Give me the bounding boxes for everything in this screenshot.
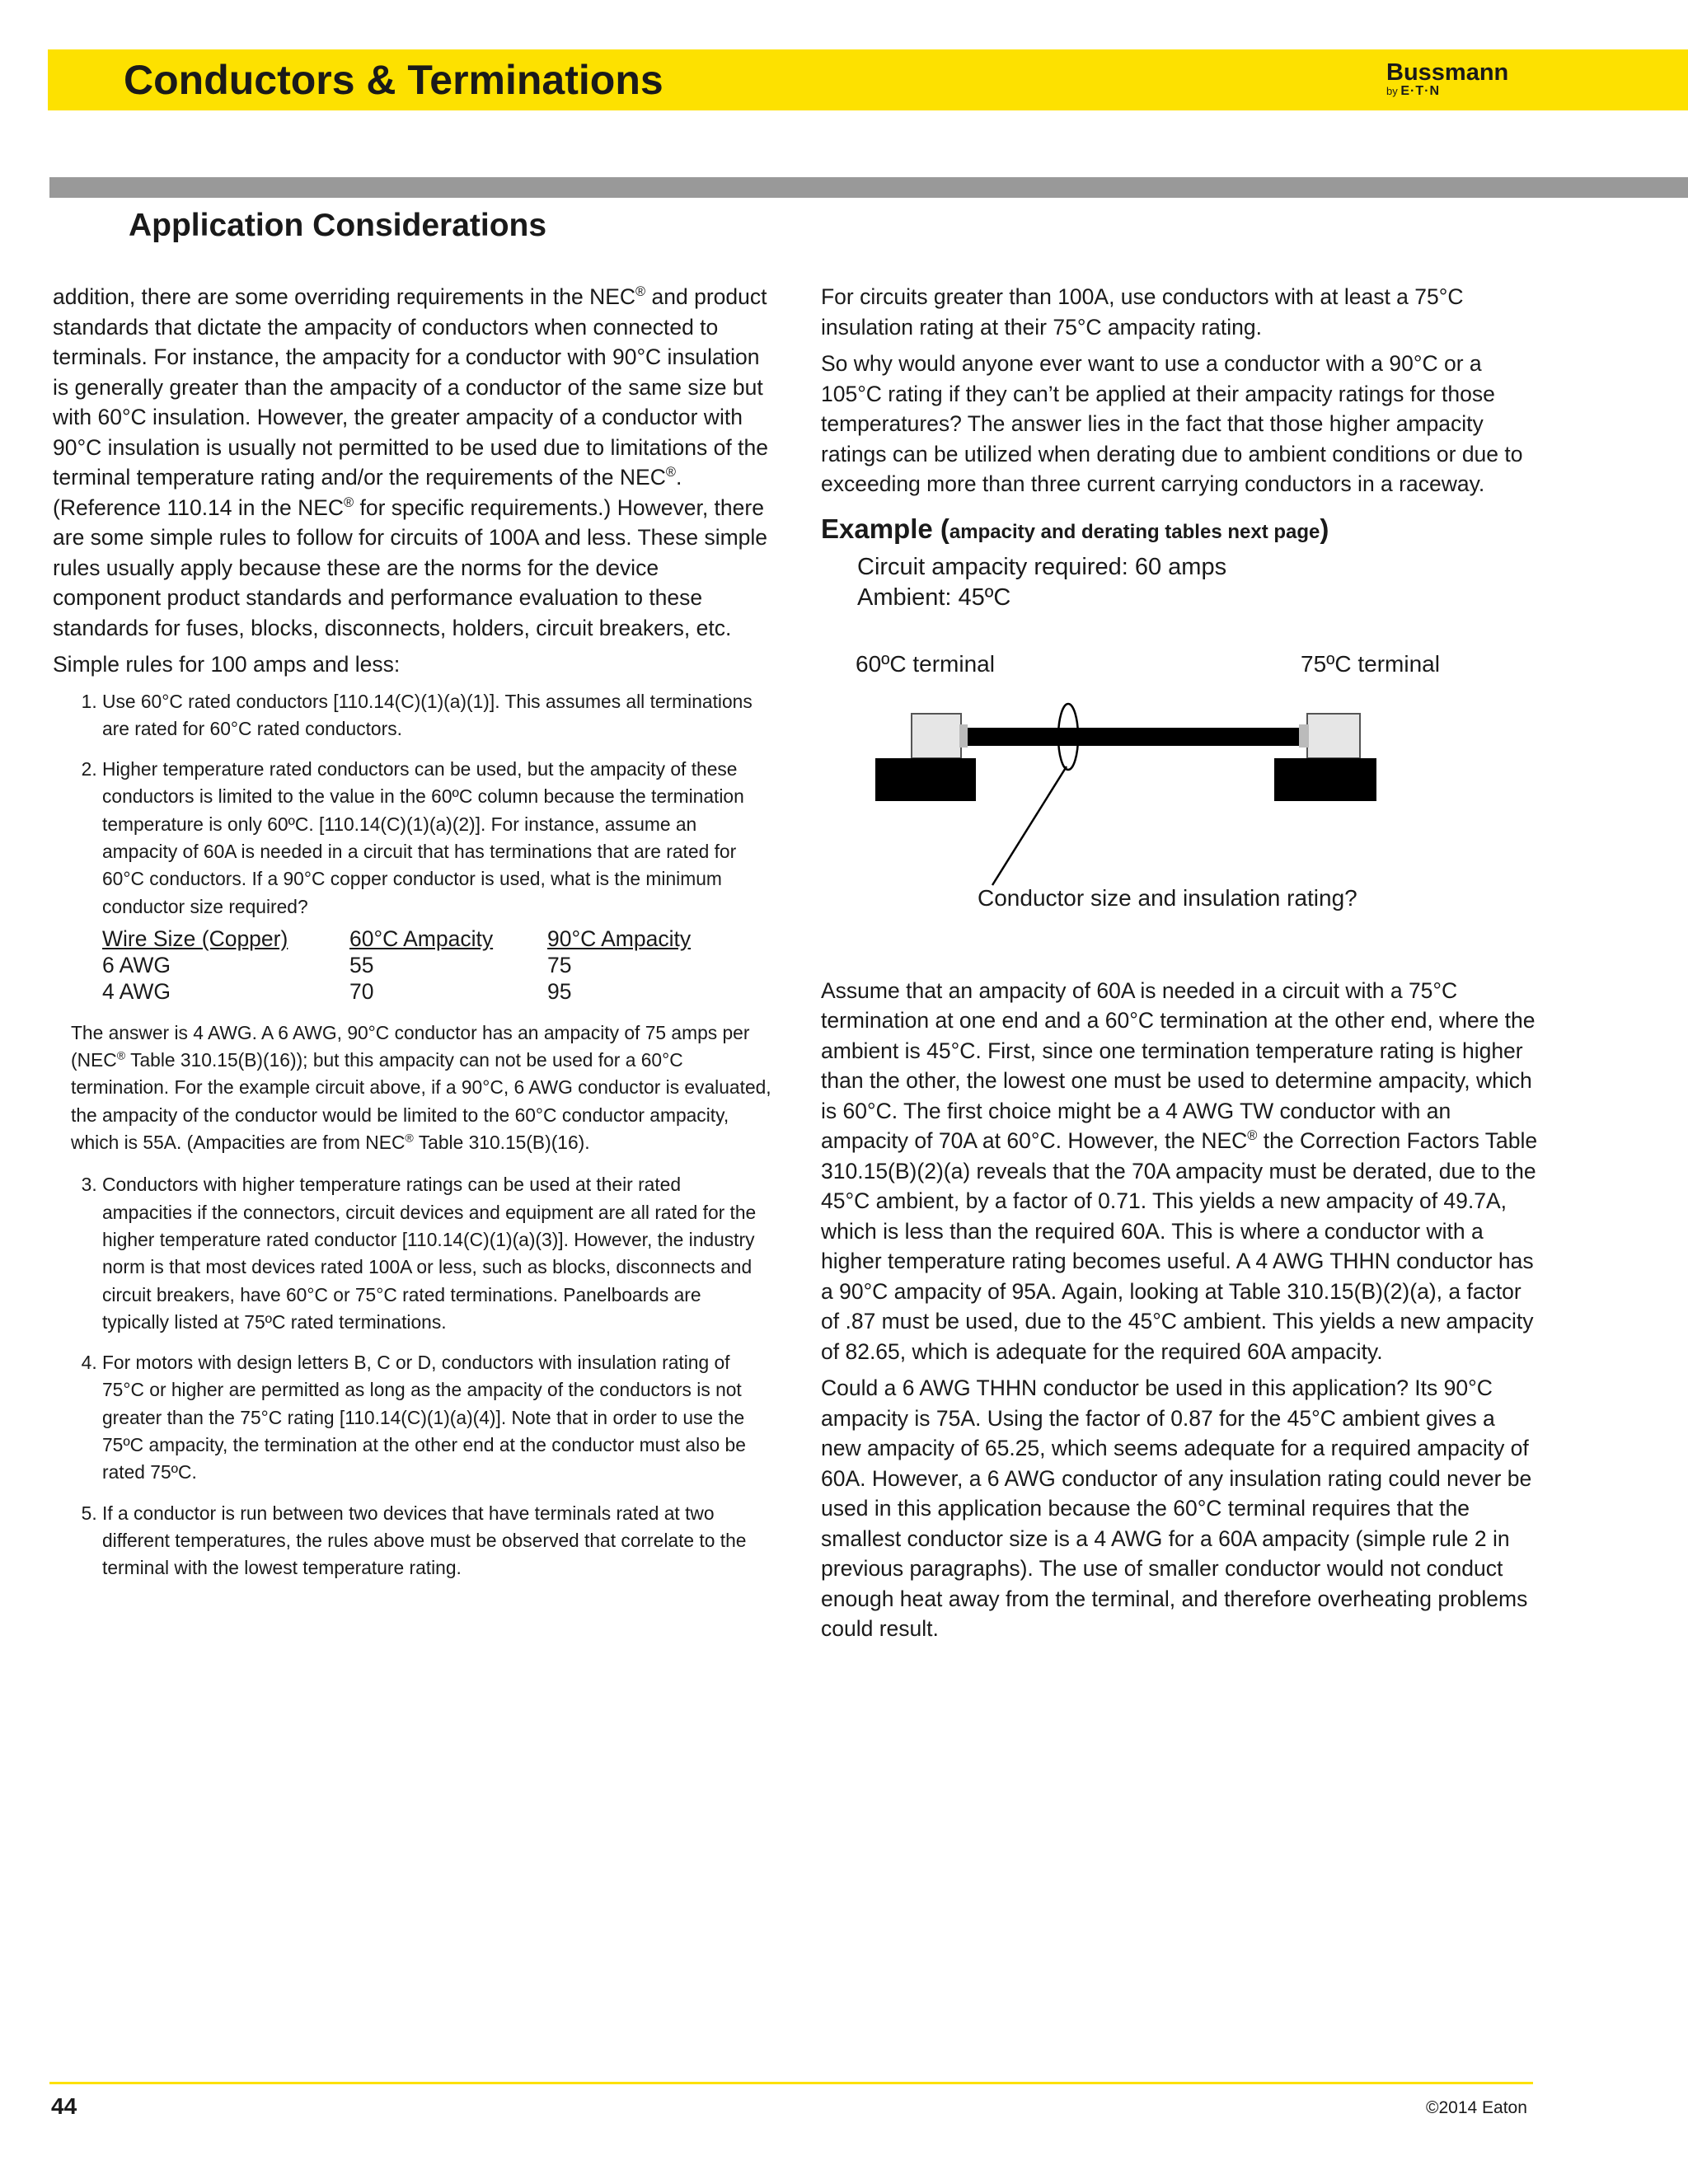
header-band <box>48 49 1688 110</box>
table-cell: 4 AWG <box>102 978 171 1004</box>
brand-byline <box>1386 85 1508 98</box>
example-explanation <box>821 976 1538 1644</box>
wire-size-table <box>102 926 745 1005</box>
registered-mark: ® <box>116 1048 126 1062</box>
left-column <box>53 282 770 1596</box>
paragraph-why-higher-rating: So why would anyone ever want to use a conductor with a 90°C or a 105°C rating if they can’t be applied at their ampacity ratings for those temperatures? The answer lies in the fact that those higher ampacity ratings can be utilized when derating due to ambient conditions or due to exceeding more than three current carrying conductors in a raceway. <box>821 351 1523 496</box>
paragraph-over-100a: For circuits greater than 100A, use conductors with at least a 75°C insulation rating at their 75°C ampacity rating. <box>821 284 1464 340</box>
answer-note: The answer is 4 AWG. A 6 AWG, 90°C conductor has an ampacity of 75 amps per (NEC® Table 310.15(B)(16)); but this ampacity can not be used for a 60°C termination. For the example circuit above, if a 90°C, 6 AWG conductor is evaluated, the ampacity of the conductor would be limited to the 60°C conductor ampacity, which is 55A. (Ampacities are from NEC® Table 310.15(B)(16). <box>71 1021 771 1154</box>
right-terminal-block <box>1307 714 1360 758</box>
table-cell: 95 <box>547 978 572 1004</box>
rule-5: 5. If a conductor is run between two devices that have terminals rated at two different temperatures, the rules above must be observed that correlate to the terminal with the lowest temperature rating. <box>102 1500 770 1582</box>
registered-mark: ® <box>635 284 646 300</box>
conductor-wire <box>968 728 1299 746</box>
brand-by-text: by <box>1386 85 1398 97</box>
terminal-diagram-graphic <box>821 613 1530 976</box>
table-header-row <box>102 926 745 952</box>
table-row <box>102 978 745 1005</box>
table-header: 90°C Ampacity <box>547 926 692 951</box>
registered-mark: ® <box>405 1131 414 1145</box>
rule-3: 3. Conductors with higher temperature ratings can be used at their rated ampacities if the connectors, circuit devices and equipment are all rated for the higher temperature rated conductor [110.14(C)(1)(a)(3)]. However, the industry norm is that most devices rated 100A or less, such as blocks, disconnects and circuit breakers, have 60°C or 75°C rated terminations. Panelboards are typically listed at 75ºC rated terminations. <box>102 1171 770 1336</box>
registered-mark: ® <box>344 494 354 510</box>
paragraph-6awg-thhn: Could a 6 AWG THHN conductor be used in this application? Its 90°C ampacity is 75A. Using the factor of 0.87 for the 45°C ambient gives a new ampacity of 65.25, which seems adequate for a required ampacity of 60A. However, a 6 AWG conductor of any insulation rating could never be used in this application because the 60°C terminal requires that the smallest conductor size is a 4 AWG for a 60A ampacity (simple rule 2 in previous paragraphs). The use of smaller conductor would not conduct enough heat away from the terminal, and therefore overheating problems could result. <box>821 1376 1532 1641</box>
example-parameters <box>857 552 1538 613</box>
rule-1: 1. Use 60°C rated conductors [110.14(C)(1)(a)(1)]. This assumes all terminations are rated for 60°C rated conductors. <box>102 688 770 743</box>
table-cell: 55 <box>349 952 374 977</box>
table-header: 60°C Ampacity <box>349 926 494 951</box>
simple-rules-heading: Simple rules for 100 amps and less: <box>53 652 401 677</box>
circuit-ampacity-line: Circuit ampacity required: 60 amps <box>857 553 1227 580</box>
table-cell: 6 AWG <box>102 952 171 977</box>
example-note: ampacity and derating tables next page <box>949 520 1320 543</box>
page-number: 44 <box>51 2093 77 2119</box>
simple-rules-list <box>53 688 770 1582</box>
right-terminal-label: 75ºC terminal <box>1301 650 1440 677</box>
page-header-title: Conductors & Terminations <box>124 57 663 103</box>
rule-2: 2. Higher temperature rated conductors can be used, but the ampacity of these conductors is limited to the value in the 60ºC column because the termination temperature is only 60ºC. [110.14(C)(1)(a)(2)]. For instance, assume an ampacity of 60A is needed in a circuit that has terminations that are rated for 60°C conductors. If a 90°C copper conductor is used, what is the minimum conductor size required? Wire Size (Copper) 60°C Ampacity 90°C Ampacity 6 AWG 55 75 4 AWG 70 95 The answer is 4 AWG. A 6 AWG, 90°C conductor has an ampacity of 75 amps per (NEC® Table 310.15(B)(16)); but this ampacity can not be used for a 60°C termination. For the example circuit above, if a 90°C, 6 AWG conductor is evaluated, the ampacity of the conductor would be limited to the 60°C conductor ampacity, which is 55A. (Ampacities are from NEC® Table 310.15(B)(16). <box>102 756 770 1156</box>
rule-4: 4. For motors with design letters B, C or D, conductors with insulation rating of 75°C or higher are permitted as long as the ampacity of the conductors is not greater than the 75°C rating [110.14(C)(1)(a)(4)]. Note that in order to use the 75ºC ampacity, the termination at the other end at the conductor must also be rated 75ºC. <box>102 1349 770 1486</box>
table-row <box>102 952 745 978</box>
intro-paragraph: addition, there are some overriding requirements in the NEC® and product standards that dictate the ampacity of conductors when connected to terminals. For instance, the ampacity for a conductor with 90°C insulation is generally greater than the ampacity of a conductor of the same size but with 60°C insulation. However, the greater ampacity of a conductor with 90°C insulation is usually not permitted to be used due to limitations of the terminal temperature rating and/or the requirements of the NEC®. (Reference 110.14 in the NEC® for specific requirements.) However, there are some simple rules to follow for circuits of 100A and less. These simple rules usually apply because these are the norms for the device component product standards and performance evaluation to these standards for fuses, blocks, disconnects, holders, circuit breakers, etc. <box>53 284 768 640</box>
footer-rule <box>49 2082 1533 2084</box>
right-column <box>821 282 1538 1651</box>
table-cell: 75 <box>547 952 572 977</box>
table-header: Wire Size (Copper) <box>102 926 288 951</box>
table-cell: 70 <box>349 978 374 1004</box>
left-terminal-label: 60ºC terminal <box>856 650 995 677</box>
left-terminal-block <box>912 714 961 758</box>
registered-mark: ® <box>1247 1128 1258 1144</box>
ambient-line: Ambient: 45ºC <box>857 583 1011 611</box>
brand-name: Bussmann <box>1386 59 1509 86</box>
copyright-notice: ©2014 Eaton <box>1426 2098 1527 2117</box>
eaton-logo-text: E·T·N <box>1400 84 1441 98</box>
section-divider-bar <box>49 177 1688 198</box>
brand-logo <box>1386 60 1508 98</box>
registered-mark: ® <box>665 465 676 480</box>
right-terminal-base <box>1274 758 1376 801</box>
diagram-question: Conductor size and insulation rating? <box>978 884 1357 911</box>
section-title: Application Considerations <box>129 208 547 243</box>
example-heading: Example (ampacity and derating tables next page) <box>821 513 1329 544</box>
right-terminal-screw <box>1299 724 1309 748</box>
terminal-diagram <box>821 613 1530 976</box>
left-terminal-screw <box>959 724 968 748</box>
left-terminal-base <box>875 758 976 801</box>
paragraph-assume-60a: Assume that an ampacity of 60A is needed in a circuit with a 75°C termination at one end and a 60°C termination at the other end, where the ambient is 45°C. First, since one termination temperature rating is higher than the other, the lowest one must be used to determine ampacity, which is 60°C. The first choice might be a 4 AWG TW conductor with an ampacity of 70A at 60°C. However, the NEC® the Correction Factors Table 310.15(B)(2)(a) reveals that the 70A ampacity must be derated, due to the 45°C ambient, by a factor of 0.71. This yields a new ampacity of 49.7A, which is less than the required 60A. This is where a conductor with a higher temperature rating becomes useful. A 4 AWG THHN conductor has a 90°C ampacity of 95A. Again, looking at Table 310.15(B)(2)(a), a factor of .87 must be used, due to the 45°C ambient. This yields a new ampacity of 82.65, which is adequate for the required 60A ampacity. <box>821 977 1538 1364</box>
leader-line <box>992 766 1067 885</box>
